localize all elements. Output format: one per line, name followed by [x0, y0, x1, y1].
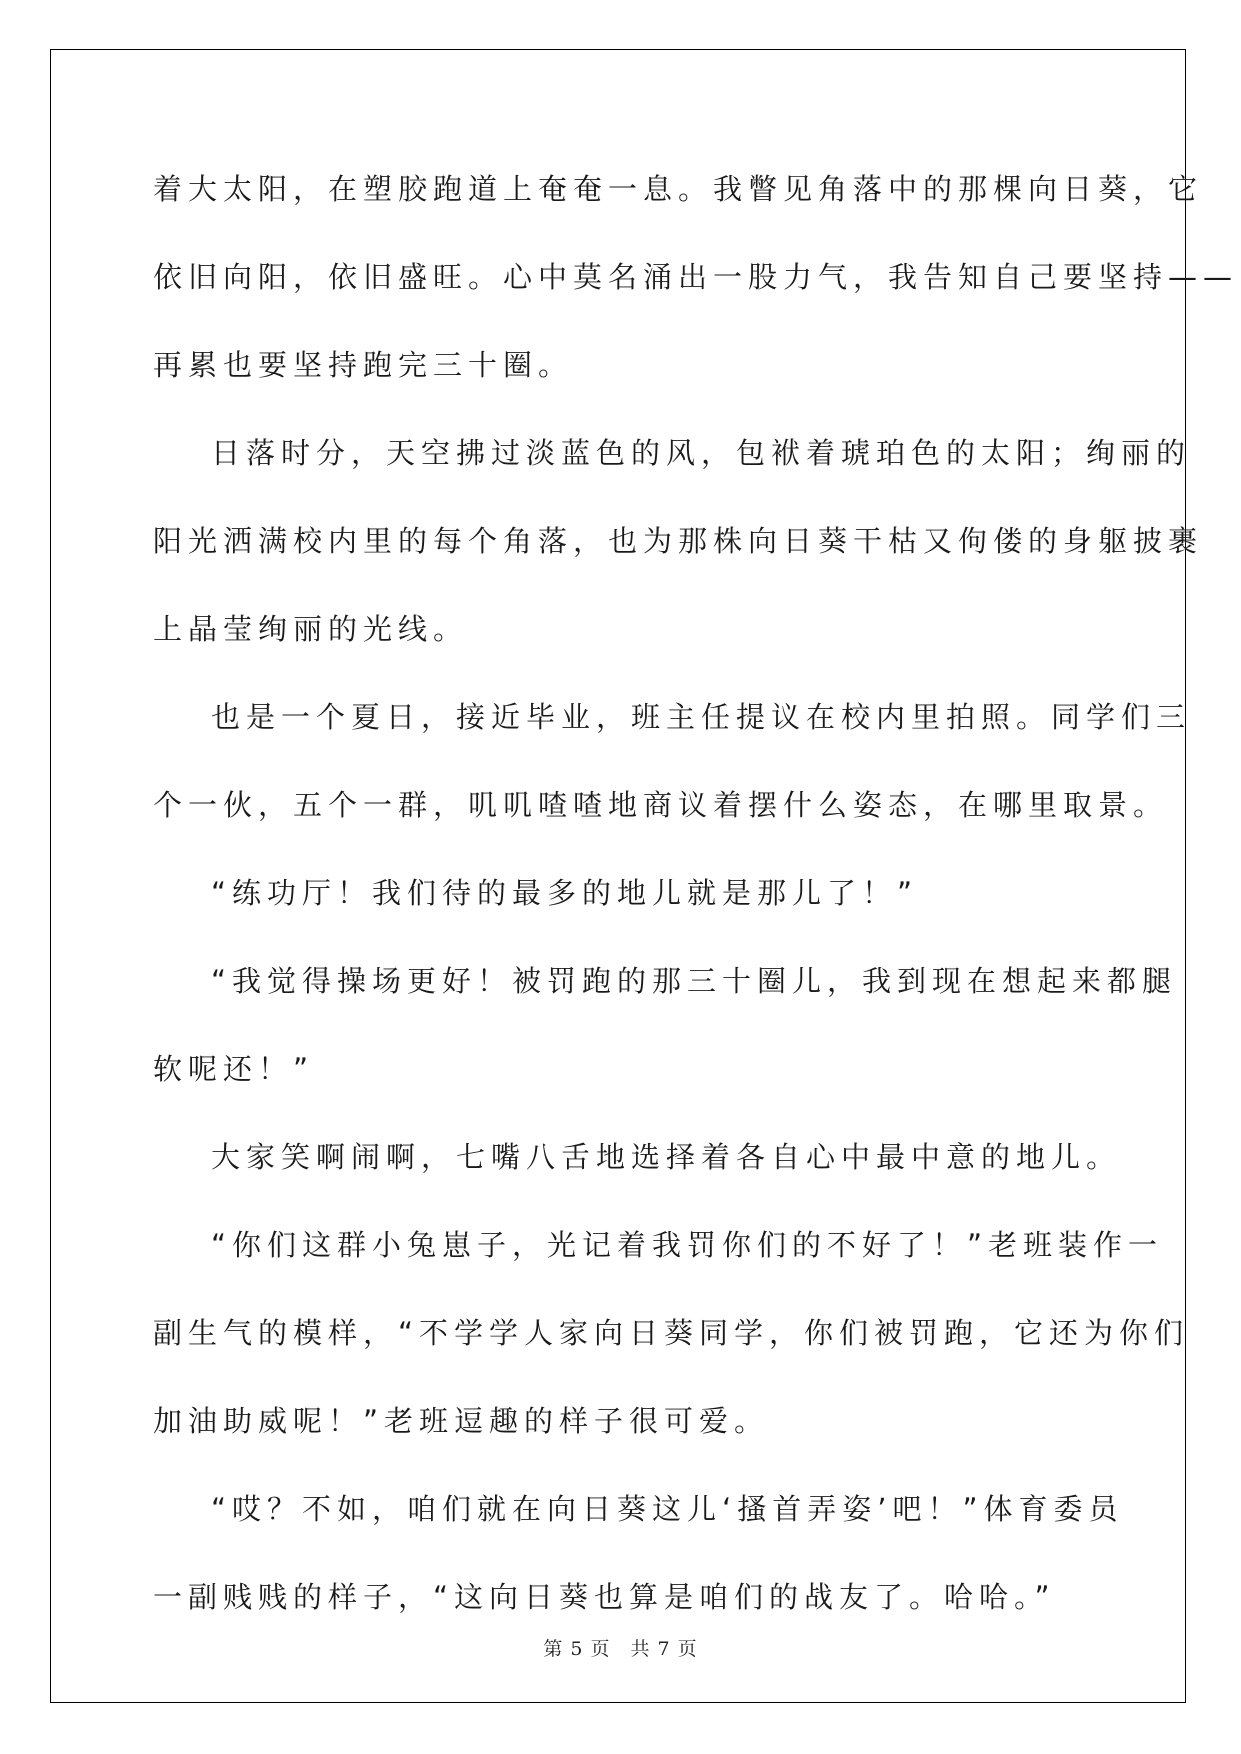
- text-line: 软呢还！”: [153, 1052, 315, 1086]
- text-line: 加油助威呢！”老班逗趣的样子很可爱。: [153, 1404, 770, 1438]
- paragraph-start: “练功厅！我们待的最多的地儿就是那儿了！”: [211, 876, 919, 910]
- text-line: 着大太阳，在塑胶跑道上奄奄一息。我瞥见角落中的那棵向日葵，它: [153, 172, 1204, 206]
- text-line: 再累也要坚持跑完三十圈。: [153, 348, 574, 382]
- text-line: 副生气的模样，“不学学人家向日葵同学，你们被罚跑，它还为你们: [153, 1316, 1190, 1350]
- paragraph-start: 也是一个夏日，接近毕业，班主任提议在校内里拍照。同学们三: [211, 700, 1192, 734]
- page-number-footer: 第 5 页 共 7 页: [543, 1638, 698, 1660]
- text-line: 一副贱贱的样子，“这向日葵也算是咱们的战友了。哈哈。”: [153, 1580, 1056, 1614]
- paragraph-start: 日落时分，天空拂过淡蓝色的风，包袱着琥珀色的太阳；绚丽的: [211, 436, 1192, 470]
- text-line: 上晶莹绚丽的光线。: [153, 612, 469, 646]
- document-body: [153, 160, 1239, 1656]
- paragraph-start: “我觉得操场更好！被罚跑的那三十圈儿，我到现在想起来都腿: [211, 964, 1178, 998]
- paragraph-start: “你们这群小兔崽子，光记着我罚你们的不好了！”老班装作一: [211, 1228, 1164, 1262]
- text-line: 阳光洒满校内里的每个角落，也为那株向日葵干枯又佝偻的身躯披裹: [153, 524, 1204, 558]
- paragraph-start: 大家笑啊闹啊，七嘴八舌地选择着各自心中最中意的地儿。: [211, 1140, 1122, 1174]
- text-line: 个一伙，五个一群，叽叽喳喳地商议着摆什么姿态，在哪里取景。: [153, 788, 1169, 822]
- paragraph-start: “哎？不如，咱们就在向日葵这儿‘搔首弄姿’吧！”体育委员: [211, 1492, 1124, 1526]
- text-line: 依旧向阳，依旧盛旺。心中莫名涌出一股力气，我告知自己要坚持——: [153, 260, 1239, 294]
